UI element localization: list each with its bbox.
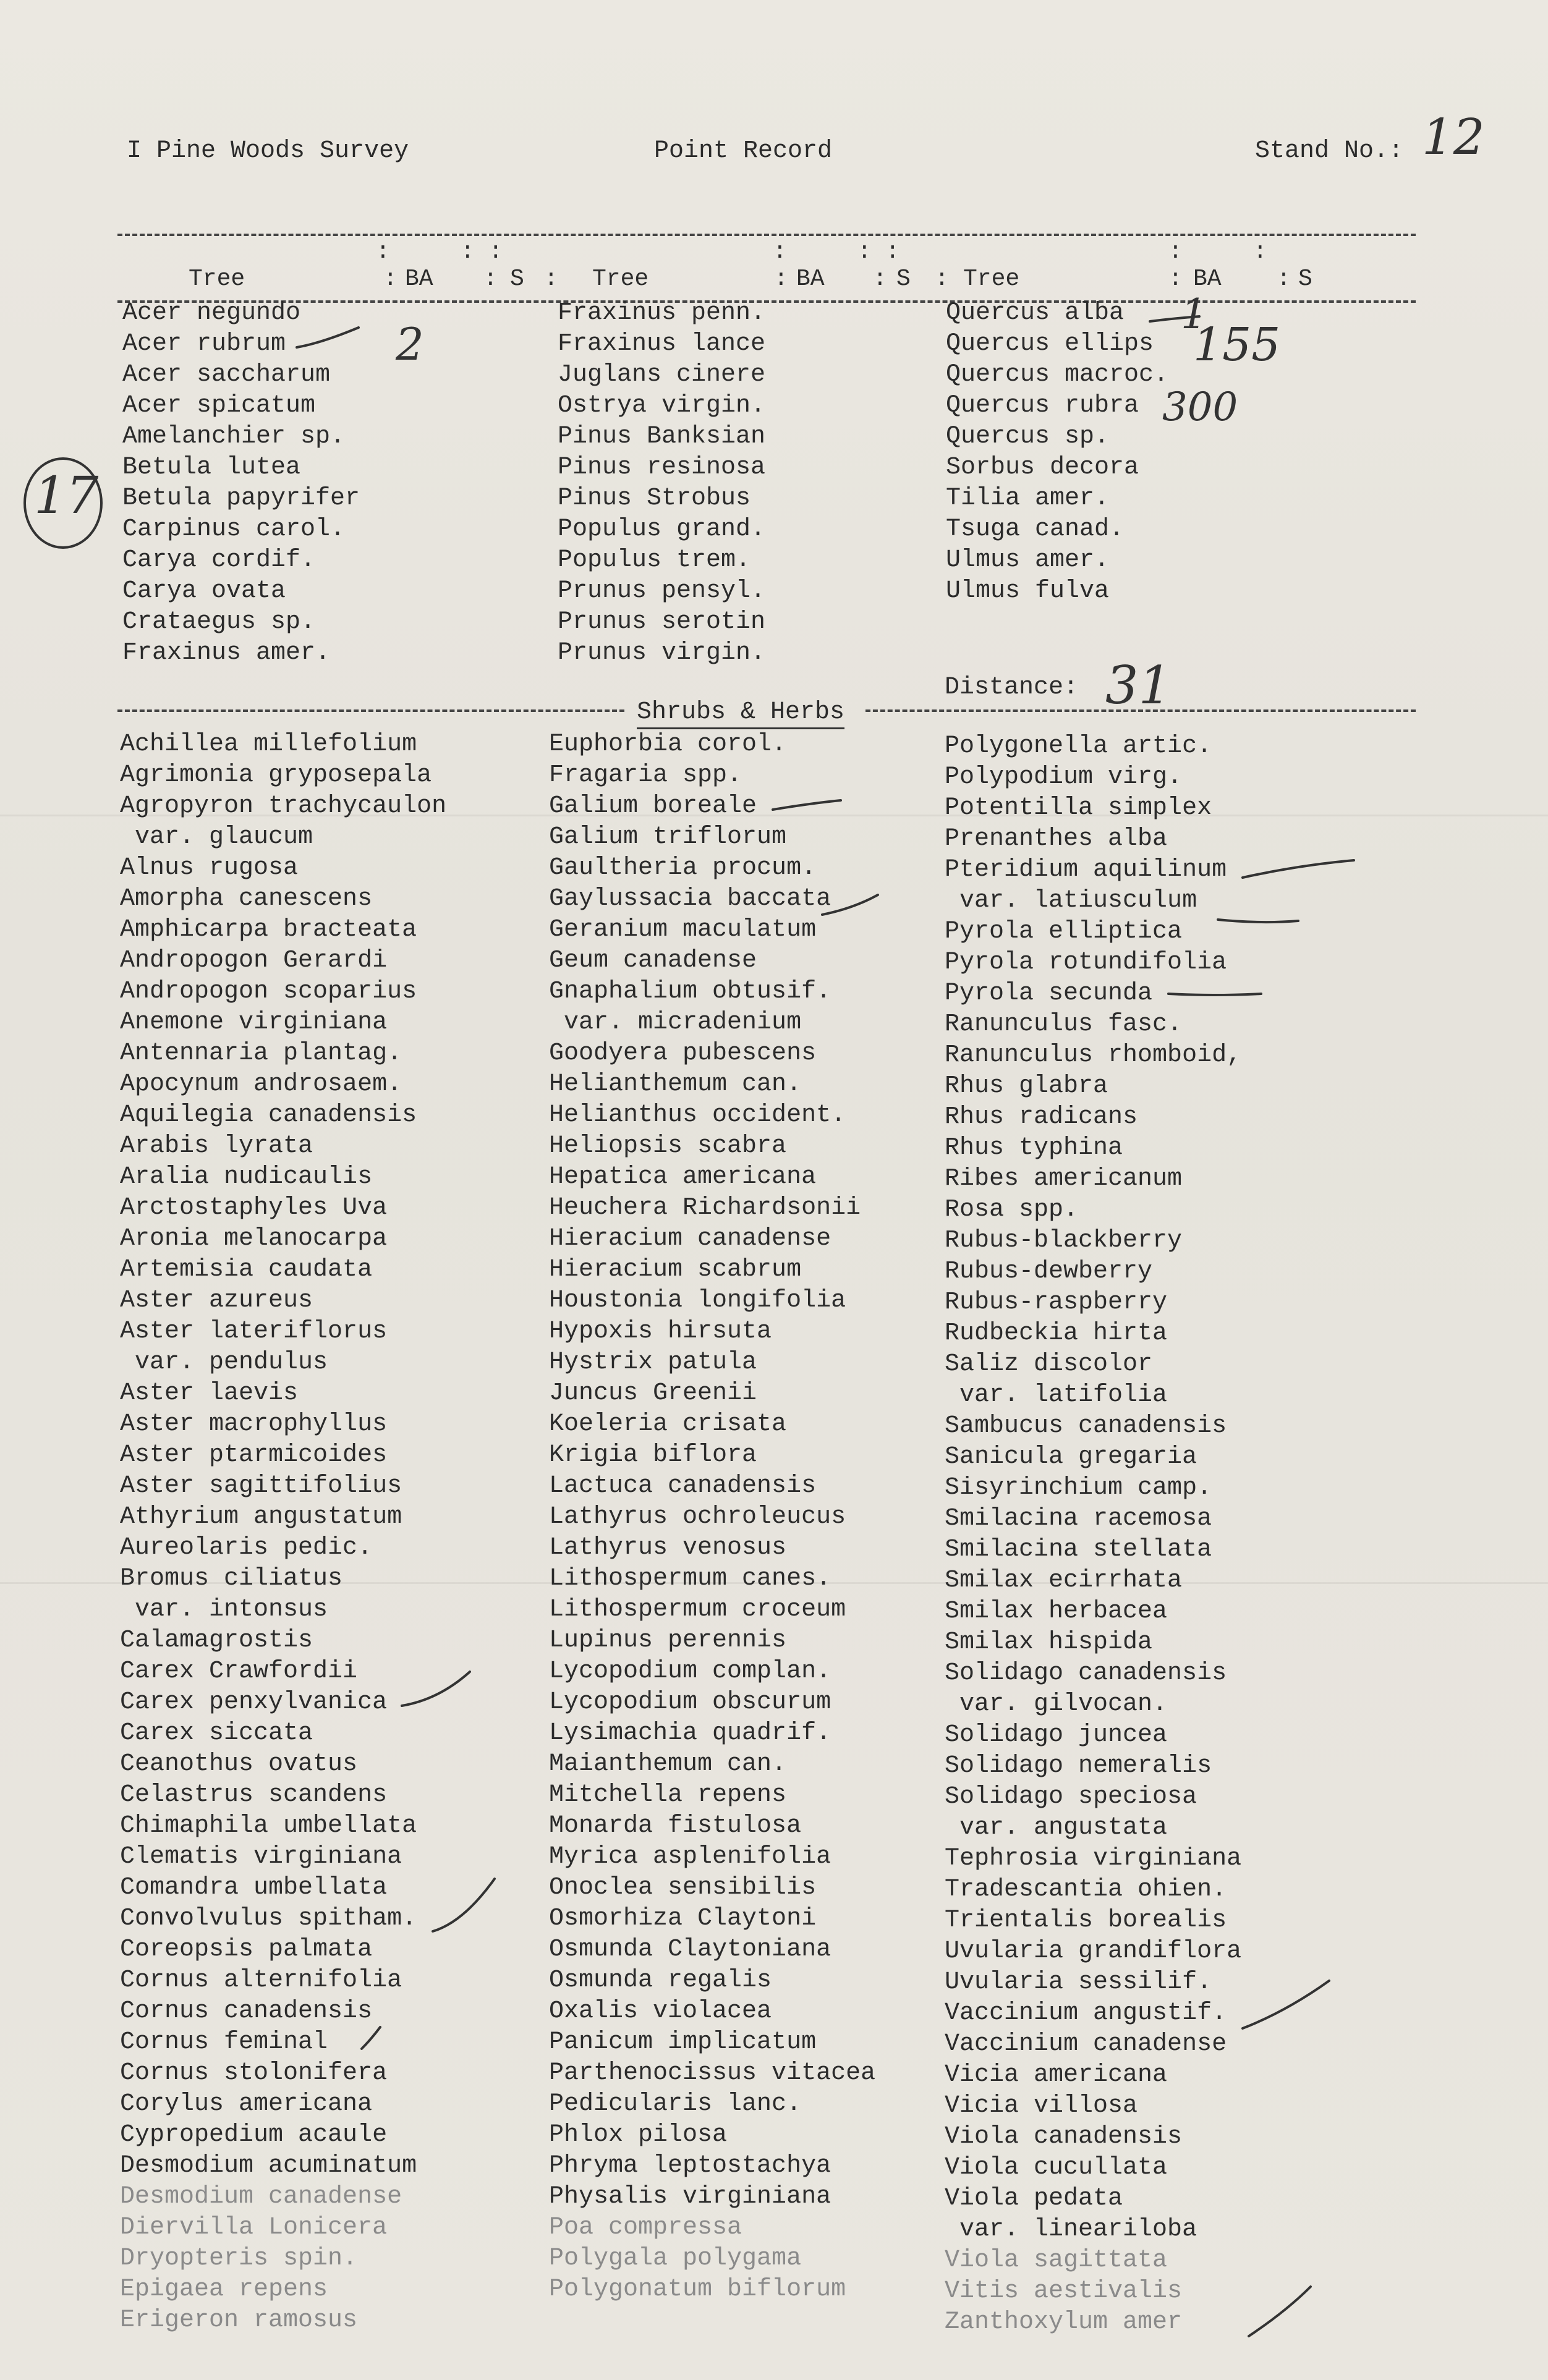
list-item: Pinus Strobus	[558, 485, 751, 512]
list-item: Chimaphila umbellata	[120, 1812, 417, 1840]
section-title: Shrubs & Herbs	[637, 698, 844, 729]
checkmark	[362, 2027, 380, 2049]
list-item: Achillea millefolium	[120, 731, 417, 758]
list-item: Gaultheria procum.	[549, 854, 817, 882]
list-item: Trientalis borealis	[945, 1907, 1227, 1934]
list-item: Gaylussacia baccata	[549, 885, 831, 913]
list-item: Onoclea sensibilis	[549, 1874, 817, 1902]
list-item: Diervilla Lonicera	[120, 2214, 388, 2242]
list-item: Calamagrostis	[120, 1627, 313, 1654]
checkmark	[433, 1879, 495, 1931]
ba-mark-quercus-ellips: 155	[1193, 318, 1281, 371]
list-item: Rhus glabra	[945, 1072, 1108, 1100]
list-item: var. angustata	[945, 1814, 1168, 1842]
list-item: Cornus alternifolia	[120, 1967, 402, 1994]
list-item: Smilacina racemosa	[945, 1505, 1212, 1533]
list-item: Hieracium canadense	[549, 1225, 831, 1253]
list-item: Cornus feminal	[120, 2028, 328, 2056]
list-item: Corylus americana	[120, 2090, 373, 2118]
list-item: Lactuca canadensis	[549, 1472, 817, 1500]
list-item: Osmorhiza Claytoni	[549, 1905, 817, 1933]
list-item: Sisyrinchium camp.	[945, 1474, 1212, 1502]
list-item: Poa compressa	[549, 2214, 742, 2242]
list-item: Heliopsis scabra	[549, 1132, 787, 1160]
list-item: Aster lateriflorus	[120, 1318, 388, 1345]
list-item: Vicia americana	[945, 2061, 1168, 2089]
col-ba: BA	[1193, 266, 1222, 292]
list-item: Quercus rubra	[946, 392, 1139, 420]
list-item: Artemisia caudata	[120, 1256, 373, 1284]
list-item: Rudbeckia hirta	[945, 1319, 1168, 1347]
list-item: Tradescantia ohien.	[945, 1876, 1227, 1904]
list-item: Smilacina stellata	[945, 1536, 1212, 1564]
colon-mark: : : :	[376, 239, 503, 265]
list-item: Aster laevis	[120, 1379, 299, 1407]
list-item: Fraxinus penn.	[558, 299, 766, 327]
list-item: Amelanchier sp.	[122, 423, 346, 451]
list-item: Quercus ellips	[946, 330, 1154, 358]
list-item: Quercus alba	[946, 299, 1125, 327]
list-item: Vicia villosa	[945, 2092, 1138, 2120]
list-item: Apocynum androsaem.	[120, 1070, 402, 1098]
list-item: Aralia nudicaulis	[120, 1163, 373, 1191]
list-item: Saliz discolor	[945, 1350, 1153, 1378]
list-item: Epigaea repens	[120, 2276, 328, 2303]
list-item: Anemone virginiana	[120, 1009, 388, 1036]
list-item: Solidago juncea	[945, 1721, 1168, 1749]
list-item: var. pendulus	[120, 1349, 328, 1376]
list-item: Osmunda regalis	[549, 1967, 772, 1994]
list-item: Cornus stolonifera	[120, 2059, 388, 2087]
list-item: Ranunculus rhomboid,	[945, 1041, 1242, 1069]
list-item: Pteridium aquilinum	[945, 856, 1227, 884]
list-item: Celastrus scandens	[120, 1781, 388, 1809]
list-item: Carya cordif.	[122, 546, 316, 574]
list-item: Uvularia sessilif.	[945, 1968, 1212, 1996]
col-s: S	[1298, 266, 1312, 292]
list-item: var. latifolia	[945, 1381, 1168, 1409]
list-item: Polypodium virg.	[945, 763, 1183, 791]
list-item: Helianthus occident.	[549, 1101, 846, 1129]
list-item: Smilax hispida	[945, 1628, 1153, 1656]
list-item: Sanicula gregaria	[945, 1443, 1197, 1471]
list-item: Aureolaris pedic.	[120, 1534, 373, 1562]
list-item: Alnus rugosa	[120, 854, 299, 882]
list-item: Coreopsis palmata	[120, 1936, 373, 1963]
list-item: Monarda fistulosa	[549, 1812, 802, 1840]
list-item: Acer rubrum	[122, 330, 286, 358]
list-item: Dryopteris spin.	[120, 2245, 358, 2272]
list-item: Andropogon scoparius	[120, 978, 417, 1006]
col-colon: :	[483, 266, 498, 292]
col-colon: :	[383, 266, 398, 292]
list-item: Zanthoxylum amer	[945, 2308, 1183, 2336]
col-colon: :	[935, 266, 949, 292]
list-item: Agropyron trachycaulon	[120, 792, 447, 820]
list-item: Ostrya virgin.	[558, 392, 766, 420]
list-item: Fraxinus amer.	[122, 639, 331, 667]
list-item: Betula lutea	[122, 454, 301, 481]
list-item: Aster sagittifolius	[120, 1472, 402, 1500]
list-item: Prenanthes alba	[945, 825, 1168, 853]
list-item: Polygonatum biflorum	[549, 2276, 846, 2303]
list-item: Polygala polygama	[549, 2245, 802, 2272]
list-item: var. latiusculum	[945, 887, 1197, 915]
list-item: Desmodium acuminatum	[120, 2152, 417, 2180]
list-item: Aster ptarmicoides	[120, 1441, 388, 1469]
list-item: Rhus radicans	[945, 1103, 1138, 1131]
stand-number: 12	[1422, 108, 1485, 166]
list-item: Pyrola elliptica	[945, 918, 1183, 946]
list-item: Krigia biflora	[549, 1441, 757, 1469]
list-item: Cypropedium acaule	[120, 2121, 388, 2149]
list-item: Ribes americanum	[945, 1165, 1183, 1193]
survey-title: I Pine Woods Survey	[127, 137, 409, 165]
list-item: Maianthemum can.	[549, 1750, 787, 1778]
list-item: var. gilvocan.	[945, 1690, 1168, 1718]
list-item: Arabis lyrata	[120, 1132, 313, 1160]
ba-mark-quercus-rubra: 300	[1162, 384, 1238, 430]
list-item: Lycopodium complan.	[549, 1658, 831, 1685]
col-tree: Tree	[592, 266, 649, 292]
list-item: Athyrium angustatum	[120, 1503, 402, 1531]
list-item: Geum canadense	[549, 947, 757, 975]
checkmark	[1243, 1981, 1329, 2028]
list-item: Tsuga canad.	[946, 515, 1125, 543]
list-item: Crataegus sp.	[122, 608, 316, 636]
list-item: Ceanothus ovatus	[120, 1750, 358, 1778]
list-item: Rhus typhina	[945, 1134, 1123, 1162]
list-item: Andropogon Gerardi	[120, 947, 388, 975]
list-item: Populus grand.	[558, 515, 766, 543]
list-item: Geranium maculatum	[549, 916, 817, 944]
list-item: Quercus sp.	[946, 423, 1110, 451]
list-item: Tephrosia virginiana	[945, 1845, 1242, 1873]
list-item: Fragaria spp.	[549, 761, 742, 789]
list-item: Viola pedata	[945, 2185, 1123, 2213]
list-item: Comandra umbellata	[120, 1874, 388, 1902]
col-s: S	[896, 266, 911, 292]
list-item: Cornus canadensis	[120, 1997, 373, 2025]
list-item: Gnaphalium obtusif.	[549, 978, 831, 1006]
list-item: Smilax ecirrhata	[945, 1567, 1183, 1594]
checkmark	[1243, 860, 1354, 878]
list-item: Pyrola secunda	[945, 980, 1153, 1007]
colon-mark: : : :	[773, 239, 900, 265]
ba-mark-quercus-alba: 1	[1181, 290, 1207, 338]
list-item: Sambucus canadensis	[945, 1412, 1227, 1440]
list-item: Prunus virgin.	[558, 639, 766, 667]
list-item: Uvularia grandiflora	[945, 1937, 1242, 1965]
list-item: Potentilla simplex	[945, 794, 1212, 822]
checkmark	[1249, 2287, 1311, 2336]
list-item: Rubus-blackberry	[945, 1227, 1183, 1255]
list-item: Clematis virginiana	[120, 1843, 402, 1871]
checkmark	[773, 800, 841, 810]
list-item: Aquilegia canadensis	[120, 1101, 417, 1129]
list-item: Arctostaphyles Uva	[120, 1194, 388, 1222]
list-item: Koeleria crisata	[549, 1410, 787, 1438]
list-item: Viola canadensis	[945, 2123, 1183, 2151]
list-item: Oxalis violacea	[549, 1997, 772, 2025]
col-colon: :	[544, 266, 558, 292]
list-item: Ulmus amer.	[946, 546, 1110, 574]
list-item: Viola sagittata	[945, 2247, 1168, 2274]
col-ba: BA	[796, 266, 825, 292]
list-item: Quercus macroc.	[946, 361, 1169, 389]
list-item: var. micradenium	[549, 1009, 802, 1036]
list-item: Physalis virginiana	[549, 2183, 831, 2211]
list-item: Helianthemum can.	[549, 1070, 802, 1098]
list-item: Prunus serotin	[558, 608, 766, 636]
col-colon: :	[774, 266, 788, 292]
list-item: Lathyrus ochroleucus	[549, 1503, 846, 1531]
list-item: Antennaria plantag.	[120, 1040, 402, 1067]
list-item: Lycopodium obscurum	[549, 1688, 831, 1716]
list-item: Convolvulus spitham.	[120, 1905, 417, 1933]
col-colon: :	[1168, 266, 1183, 292]
colon-mark: : :	[1168, 239, 1267, 265]
checkmark	[822, 895, 878, 915]
checkmark	[1218, 920, 1298, 922]
list-item: Polygonella artic.	[945, 732, 1212, 760]
list-item: Houstonia longifolia	[549, 1287, 846, 1315]
list-item: Rubus-raspberry	[945, 1289, 1168, 1316]
list-item: Acer negundo	[122, 299, 301, 327]
list-item: Carya ovata	[122, 577, 286, 605]
col-colon: :	[1277, 266, 1291, 292]
dash-mark	[1150, 316, 1199, 321]
list-item: Hieracium scabrum	[549, 1256, 802, 1284]
list-item: Agrimonia gryposepala	[120, 761, 432, 789]
list-item: Rubus-dewberry	[945, 1258, 1153, 1285]
list-item: Vitis aestivalis	[945, 2277, 1183, 2305]
list-item: Myrica asplenifolia	[549, 1843, 831, 1871]
checkmark	[1168, 994, 1261, 995]
list-item: Pyrola rotundifolia	[945, 949, 1227, 976]
list-item: Viola cucullata	[945, 2154, 1168, 2182]
list-item: Heuchera Richardsonii	[549, 1194, 861, 1222]
list-item: Solidago speciosa	[945, 1783, 1197, 1811]
list-item: Solidago canadensis	[945, 1659, 1227, 1687]
list-item: Ranunculus fasc.	[945, 1010, 1183, 1038]
list-item: Galium triflorum	[549, 823, 787, 851]
list-item: Tilia amer.	[946, 485, 1110, 512]
list-item: Ulmus fulva	[946, 577, 1110, 605]
list-item: Lupinus perennis	[549, 1627, 787, 1654]
list-item: Hypoxis hirsuta	[549, 1318, 772, 1345]
list-item: Betula papyrifer	[122, 485, 360, 512]
list-item: Juncus Greenii	[549, 1379, 757, 1407]
list-item: Amorpha canescens	[120, 885, 373, 913]
list-item: Phryma leptostachya	[549, 2152, 831, 2180]
list-item: Lithospermum canes.	[549, 1565, 831, 1593]
list-item: Bromus ciliatus	[120, 1565, 343, 1593]
list-item: Osmunda Claytoniana	[549, 1936, 831, 1963]
list-item: Juglans cinere	[558, 361, 766, 389]
checkmark	[297, 328, 359, 347]
list-item: Galium boreale	[549, 792, 757, 820]
list-item: Aster azureus	[120, 1287, 313, 1315]
list-item: Lathyrus venosus	[549, 1534, 787, 1562]
ba-mark-acer-rubrum: 2	[396, 318, 424, 370]
list-item: Pedicularis lanc.	[549, 2090, 802, 2118]
list-item: Lysimachia quadrif.	[549, 1719, 831, 1747]
list-item: Panicum implicatum	[549, 2028, 817, 2056]
list-item: var. intonsus	[120, 1596, 328, 1624]
col-colon: :	[873, 266, 887, 292]
list-item: Prunus pensyl.	[558, 577, 766, 605]
list-item: Carex penxylvanica	[120, 1688, 388, 1716]
list-item: Hepatica americana	[549, 1163, 817, 1191]
list-item: Phlox pilosa	[549, 2121, 728, 2149]
checkmark	[402, 1672, 470, 1706]
list-item: Carex siccata	[120, 1719, 313, 1747]
list-item: Pinus resinosa	[558, 454, 766, 481]
list-item: Lithospermum croceum	[549, 1596, 846, 1624]
list-item: Vaccinium canadense	[945, 2030, 1227, 2058]
distance-label: Distance:	[945, 674, 1079, 701]
list-item: Solidago nemeralis	[945, 1752, 1212, 1780]
list-item: Vaccinium angustif.	[945, 1999, 1227, 2027]
col-tree: Tree	[963, 266, 1020, 292]
list-item: Desmodium canadense	[120, 2183, 402, 2211]
list-item: Fraxinus lance	[558, 330, 766, 358]
col-ba: BA	[405, 266, 433, 292]
list-item: Parthenocissus vitacea	[549, 2059, 876, 2087]
list-item: Hystrix patula	[549, 1349, 757, 1376]
list-item: Erigeron ramosus	[120, 2306, 358, 2334]
list-item: Mitchella repens	[549, 1781, 787, 1809]
list-item: Smilax herbacea	[945, 1598, 1168, 1625]
distance-value: 31	[1105, 655, 1172, 716]
col-tree: Tree	[189, 266, 245, 292]
list-item: Carpinus carol.	[122, 515, 346, 543]
list-item: var. glaucum	[120, 823, 313, 851]
list-item: Populus trem.	[558, 546, 751, 574]
list-item: Amphicarpa bracteata	[120, 916, 417, 944]
list-item: Sorbus decora	[946, 454, 1139, 481]
col-s: S	[510, 266, 524, 292]
list-item: Aster macrophyllus	[120, 1410, 388, 1438]
list-item: Acer saccharum	[122, 361, 331, 389]
record-title: Point Record	[654, 137, 833, 165]
stand-label: Stand No.:	[1255, 137, 1404, 165]
circled-number-text: 17	[34, 467, 99, 525]
list-item: Goodyera pubescens	[549, 1040, 817, 1067]
list-item: Carex Crawfordii	[120, 1658, 358, 1685]
list-item: Pinus Banksian	[558, 423, 766, 451]
list-item: Aronia melanocarpa	[120, 1225, 388, 1253]
list-item: Euphorbia corol.	[549, 731, 787, 758]
list-item: var. lineariloba	[945, 2216, 1197, 2243]
list-item: Rosa spp.	[945, 1196, 1079, 1224]
list-item: Acer spicatum	[122, 392, 316, 420]
